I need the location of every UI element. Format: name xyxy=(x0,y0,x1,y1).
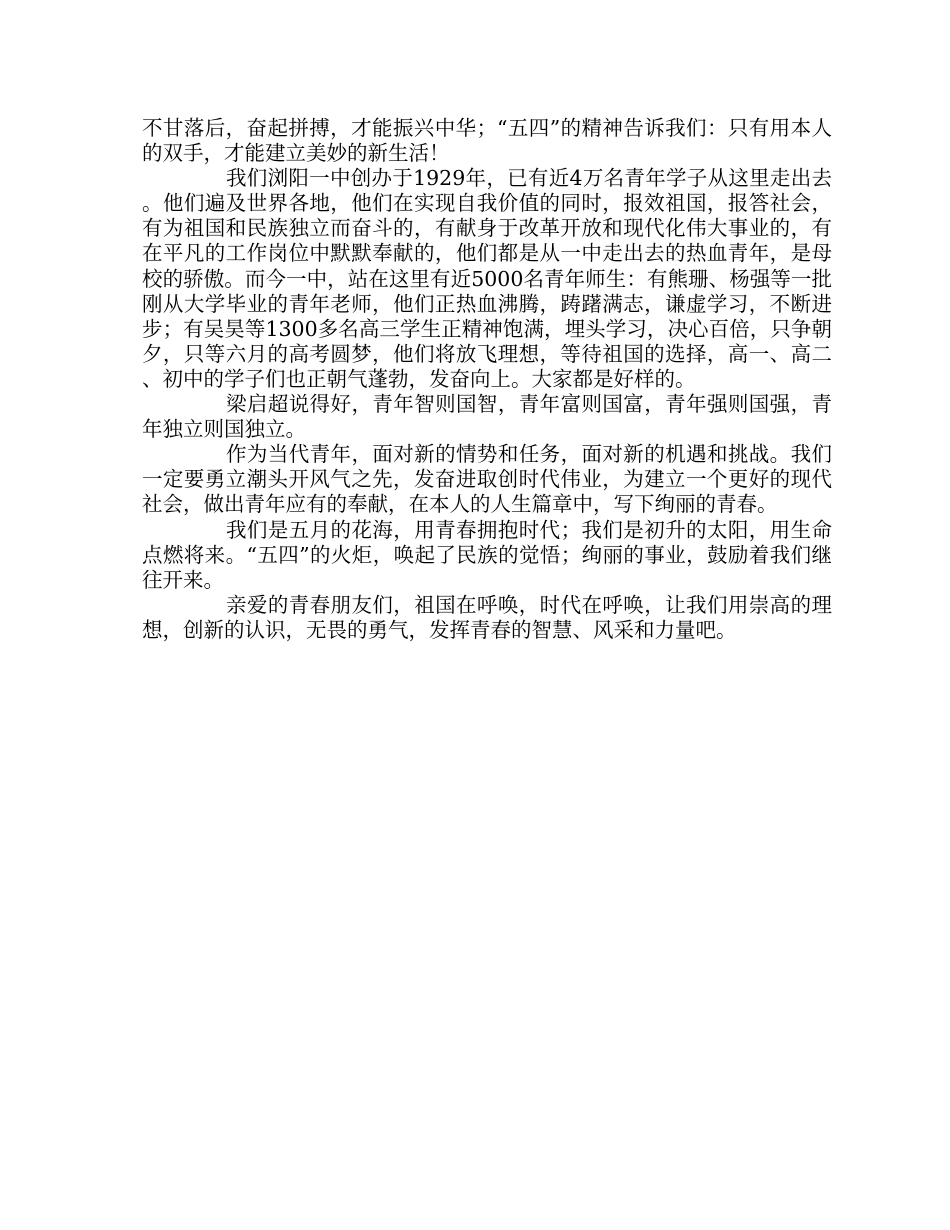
paragraph-1: 不甘落后，奋起拼搏，才能振兴中华；“五四”的精神告诉我们：只有用本人的双手，才能建立美妙的新生活！ xyxy=(142,116,832,166)
document-page xyxy=(142,116,832,643)
paragraph-5: 我们是五月的花海，用青春拥抱时代；我们是初升的太阳，用生命点燃将来。“五四”的火炬，唤起了民族的觉悟；绚丽的事业，鼓励着我们继往开来。 xyxy=(142,517,832,592)
paragraph-4: 作为当代青年，面对新的情势和任务，面对新的机遇和挑战。我们一定要勇立潮头开风气之先，发奋进取创时代伟业，为建立一个更好的现代社会，做出青年应有的奉献，在本人的人生篇章中，写下绚丽的青春。 xyxy=(142,442,832,517)
paragraph-6: 亲爱的青春朋友们，祖国在呼唤，时代在呼唤，让我们用崇高的理想，创新的认识，无畏的勇气，发挥青春的智慧、风采和力量吧。 xyxy=(142,592,832,642)
paragraph-2: 我们浏阳一中创办于1929年，已有近4万名青年学子从这里走出去。他们遍及世界各地，他们在实现自我价值的同时，报效祖国，报答社会，有为祖国和民族独立而奋斗的，有献身于改革开放和现代化伟大事业的，有在平凡的工作岗位中默默奉献的，他们都是从一中走出去的热血青年，是母校的骄傲。而今一中，站在这里有近5000名青年师生：有熊珊、杨强等一批刚从大学毕业的青年老师，他们正热血沸腾，踌躇满志，谦虚学习，不断进步；有吴昊等1300多名高三学生正精神饱满，埋头学习，决心百倍，只争朝夕，只等六月的高考圆梦，他们将放飞理想，等待祖国的选择，高一、高二、初中的学子们也正朝气蓬勃，发奋向上。大家都是好样的。 xyxy=(142,166,832,391)
paragraph-3: 梁启超说得好，青年智则国智，青年富则国富，青年强则国强，青年独立则国独立。 xyxy=(142,392,832,442)
